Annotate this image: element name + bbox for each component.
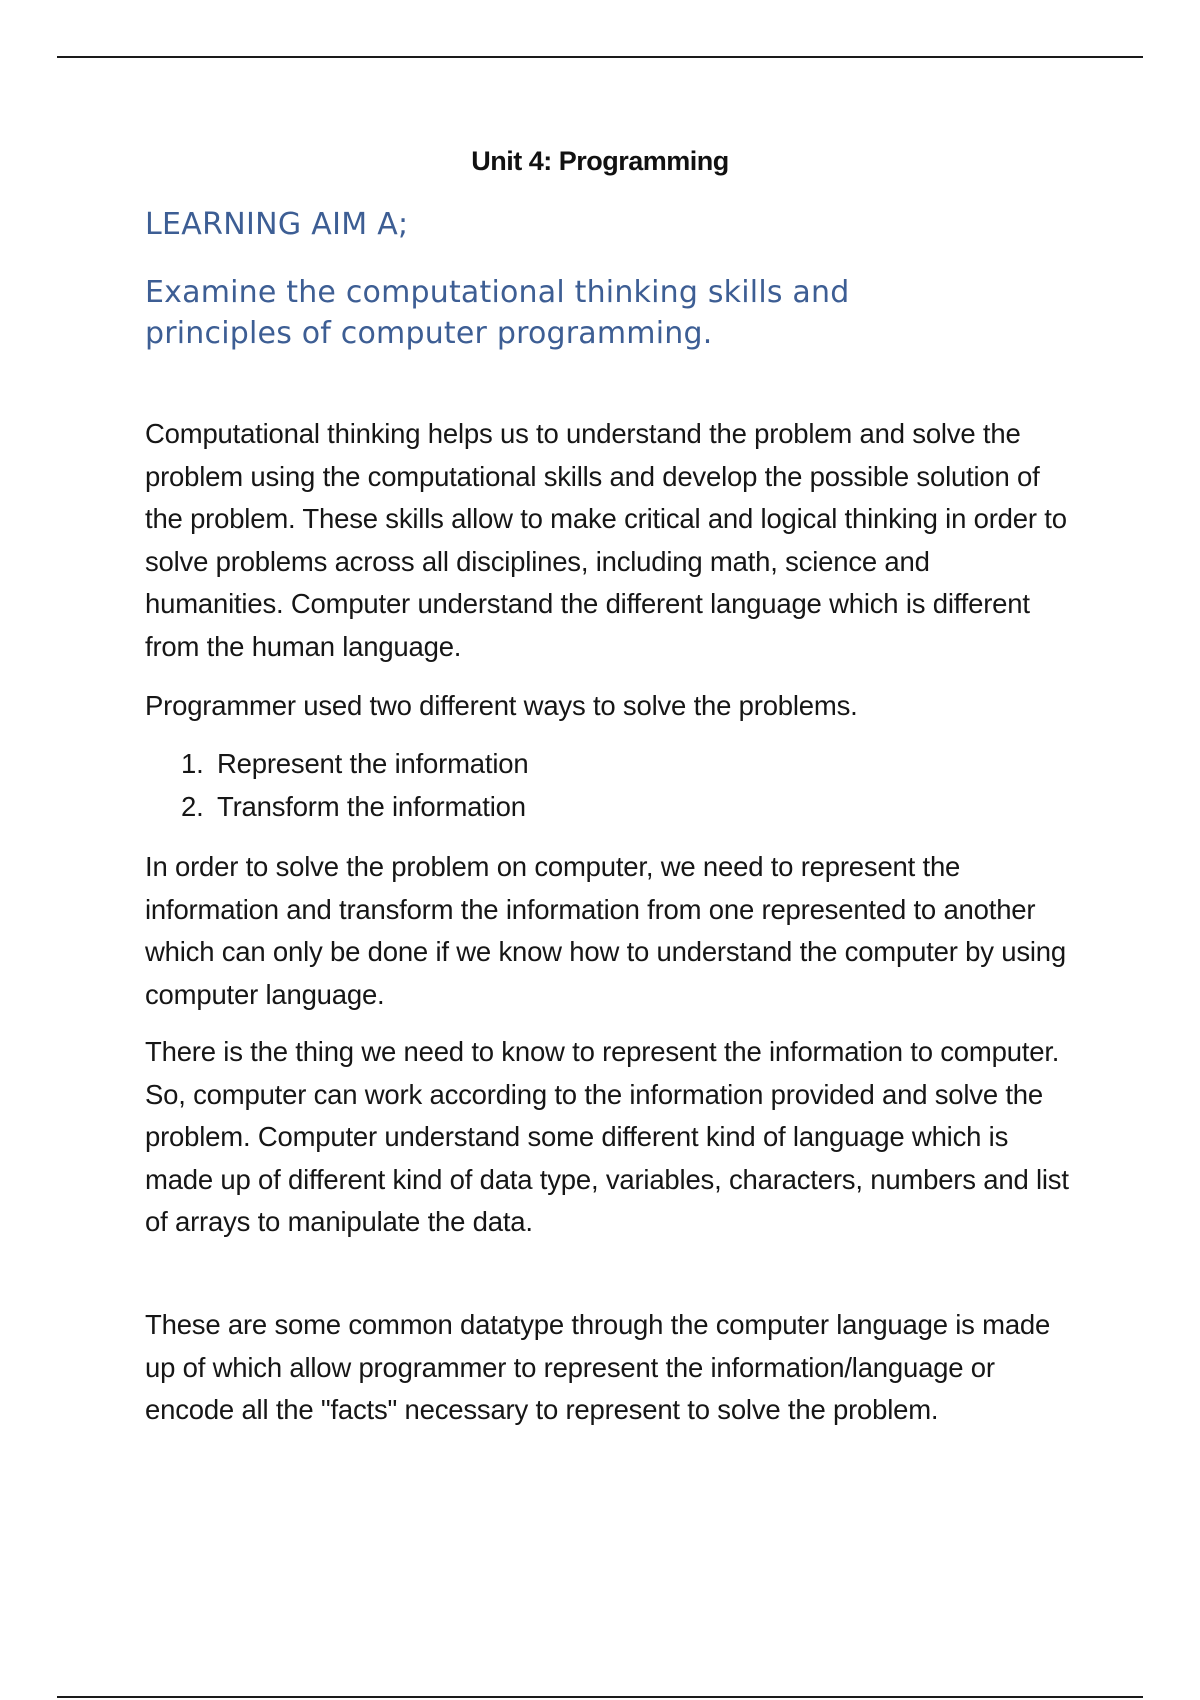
document-title: Unit 4: Programming: [471, 146, 729, 176]
list-item-text: Represent the information: [217, 748, 529, 779]
list-marker: 1.: [181, 748, 204, 779]
paragraph: In order to solve the problem on computer, we need to represent the information and transform the information from one represented to another which can only be done if we know how to understand the computer by using computer language.: [145, 851, 1066, 1010]
list-marker: 2.: [181, 790, 204, 822]
paragraph: Computational thinking helps us to understand the problem and solve the problem using the computational skills and develop the possible solution of the problem. These skills allow to make critical and logical thinking in order to solve problems across all disciplines, including math, science and humanities. Computer understand the different language which is different from the human language.: [145, 418, 1067, 662]
learning-aim-heading: LEARNING AIM A;: [145, 207, 409, 242]
list-item: [181, 743, 528, 786]
paragraph: There is the thing we need to know to represent the information to computer. So, computer can work according to the information provided and solve the problem. Computer understand some different kind of language which is made up of different kind of data type, variables, characters, numbers and list of arrays to manipulate the data.: [145, 1036, 1069, 1237]
header-rule: [57, 56, 1143, 58]
paragraph: These are some common datatype through the computer language is made up of which allow programmer to represent the information/language or encode all the "facts" necessary to represent to solve the problem.: [145, 1309, 1051, 1425]
footer-rule: [57, 1696, 1143, 1698]
list-item: [181, 786, 528, 829]
numbered-list: [181, 743, 528, 828]
paragraph: Programmer used two different ways to solve the problems.: [145, 690, 858, 721]
list-item-text: Transform the information: [217, 790, 526, 822]
learning-aim-description: Examine the computational thinking skills and principles of computer programming.: [145, 275, 850, 351]
